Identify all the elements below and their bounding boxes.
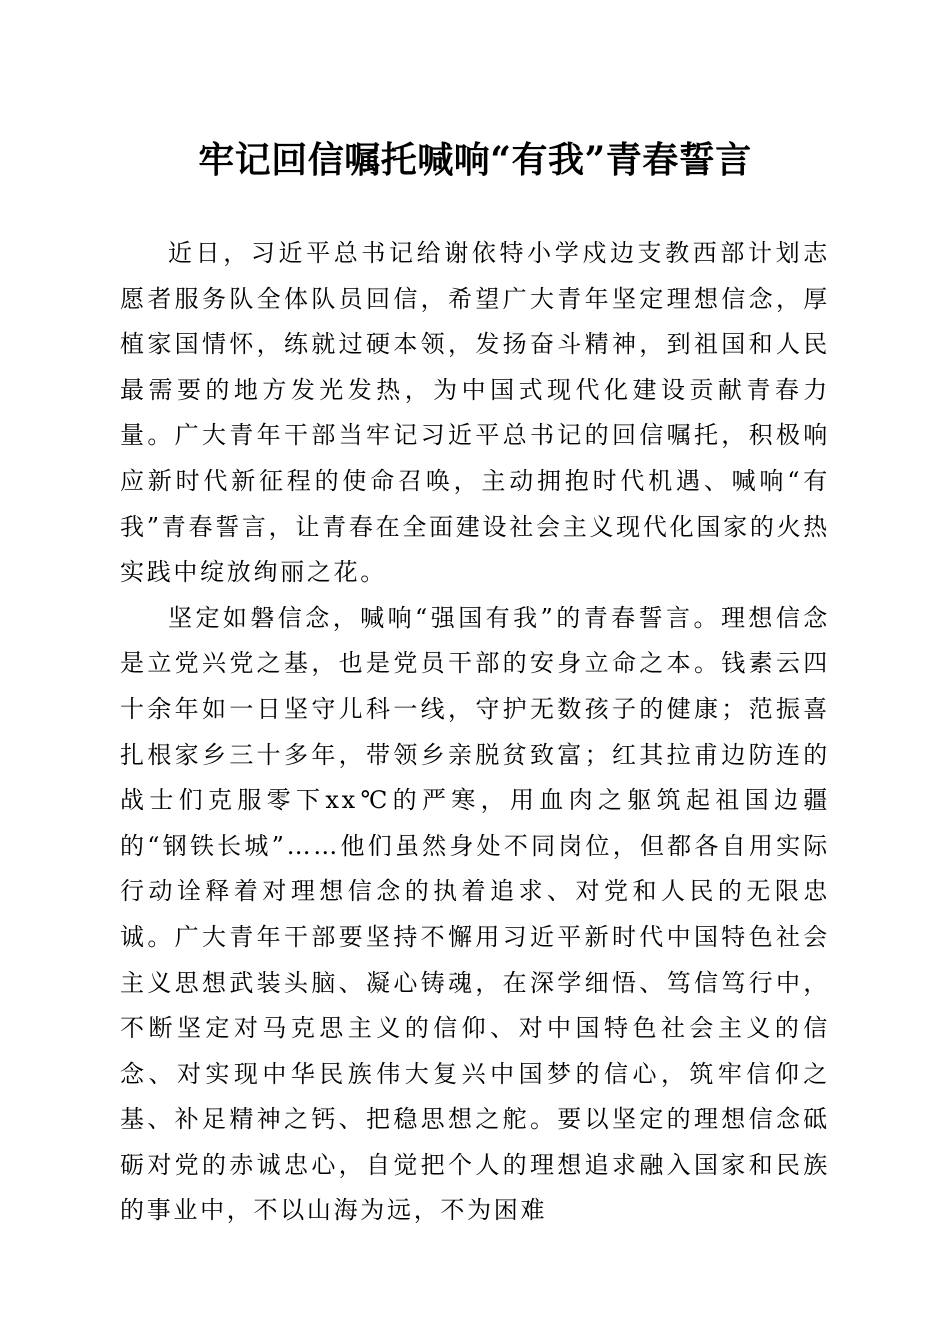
- document-title: 牢记回信嘱托喊响“有我”青春誓言: [198, 139, 752, 181]
- paragraph-faith: 坚定如磐信念，喊响“强国有我”的青春誓言。理想信念是立党兴党之基，也是党员干部的安身立命之本。钱素云四十余年如一日坚守儿科一线，守护无数孩子的健康；范振喜扎根家乡三十多年，带领乡亲脱贫致富；红其拉甫边防连的战士们克服零下xx℃的严寒，用血肉之躯筑起祖国边疆的“钢铁长城”……他们虽然身处不同岗位，但都各自用实际行动诠释着对理想信念的执着追求、对党和人民的无限忠诚。广大青年干部要坚持不懈用习近平新时代中国特色社会主义思想武装头脑、凝心铸魂，在深学细悟、笃信笃行中，不断坚定对马克思主义的信仰、对中国特色社会主义的信念、对实现中华民族伟大复兴中国梦的信心，筑牢信仰之基、补足精神之钙、把稳思想之舵。要以坚定的理想信念砥砺对党的赤诚忠心，自觉把个人的理想追求融入国家和民族的事业中，不以山海为远，不为困难: [120, 603, 830, 1225]
- paragraph-intro: 近日，习近平总书记给谢依特小学戍边支教西部计划志愿者服务队全体队员回信，希望广大青年坚定理想信念，厚植家国情怀，练就过硬本领，发扬奋斗精神，到祖国和人民最需要的地方发光发热，为中国式现代化建设贡献青春力量。广大青年干部当牢记习近平总书记的回信嘱托，积极响应新时代新征程的使命召唤，主动拥抱时代机遇、喊响“有我”青春誓言，让青春在全面建设社会主义现代化国家的火热实践中绽放绚丽之花。: [120, 239, 830, 587]
- document-body: [120, 231, 830, 1234]
